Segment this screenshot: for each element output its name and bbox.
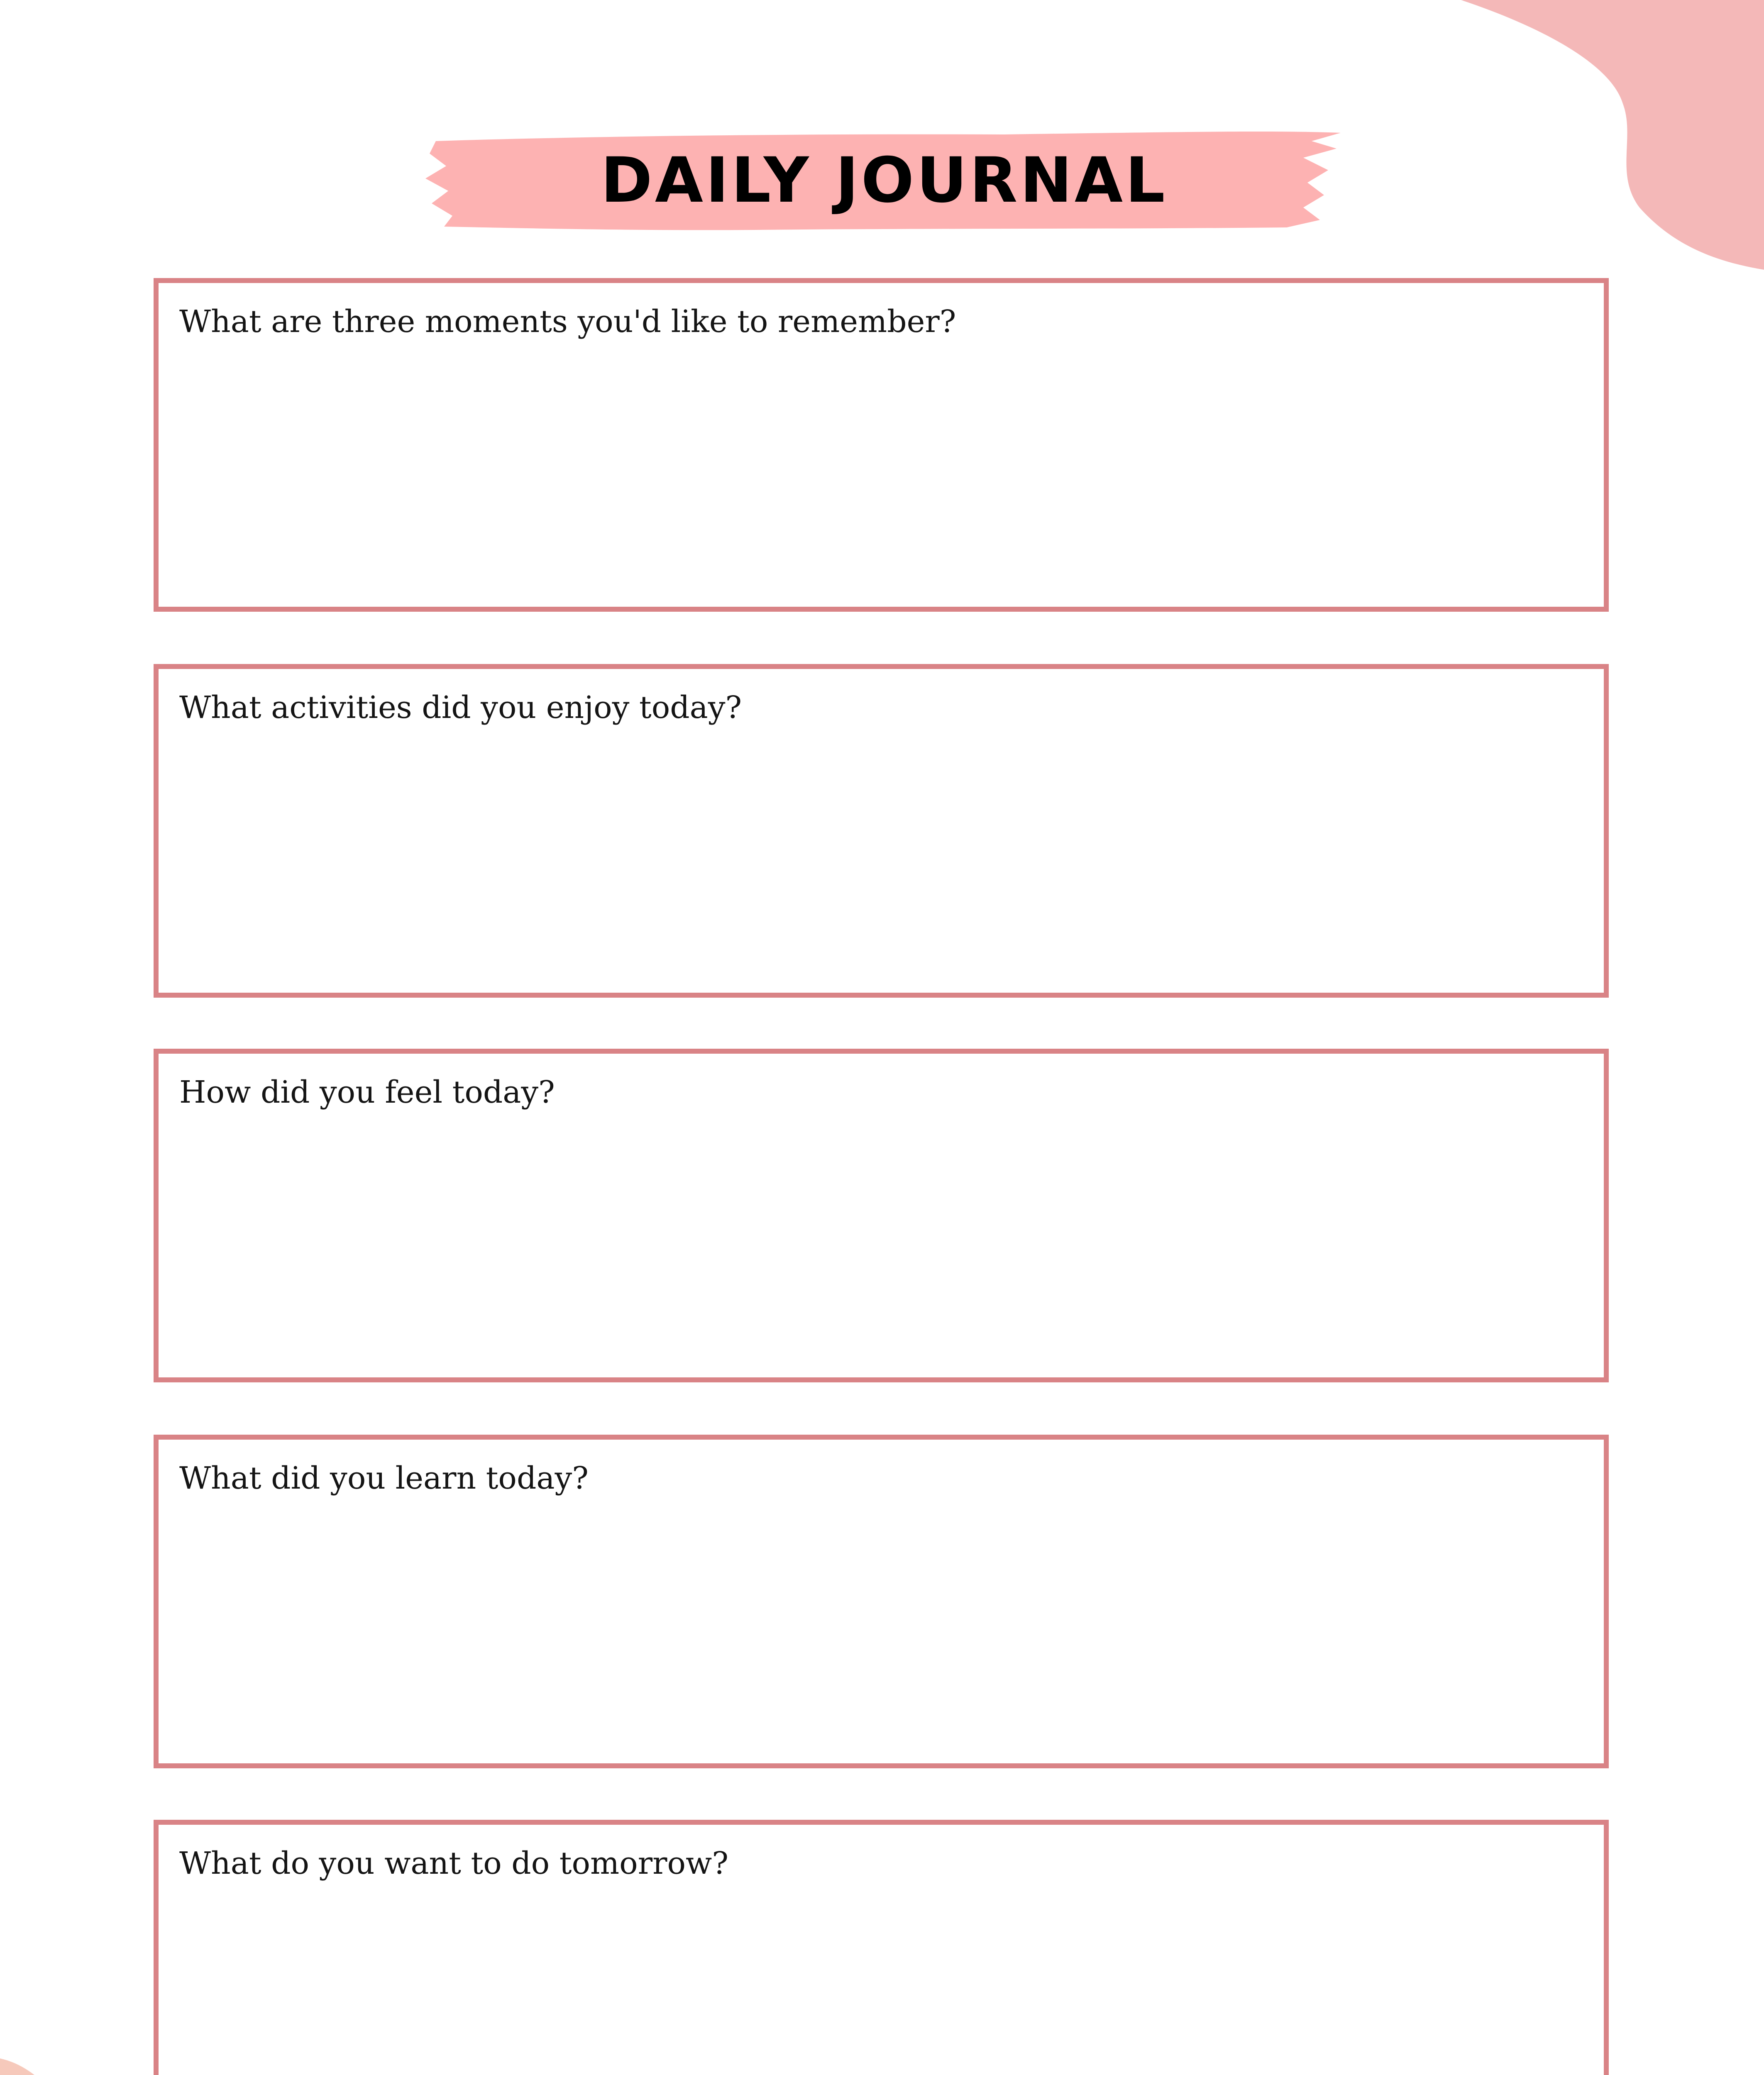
prompt-box-feelings xyxy=(154,1049,1609,1382)
answer-area[interactable] xyxy=(175,1904,1587,2075)
prompt-box-tomorrow xyxy=(154,1820,1609,2075)
page-title: DAILY JOURNAL xyxy=(601,144,1168,217)
answer-area[interactable] xyxy=(175,362,1587,590)
answer-area[interactable] xyxy=(175,748,1587,976)
prompt-box-remember xyxy=(154,278,1609,612)
prompt-label: What are three moments you'd like to remember? xyxy=(179,304,956,339)
prompt-label: What do you want to do tomorrow? xyxy=(179,1846,729,1881)
answer-area[interactable] xyxy=(175,1518,1587,1747)
title-banner xyxy=(423,124,1345,237)
prompt-label: How did you feel today? xyxy=(179,1074,555,1110)
answer-area[interactable] xyxy=(175,1133,1587,1361)
prompt-box-learned xyxy=(154,1435,1609,1768)
prompt-label: What activities did you enjoy today? xyxy=(179,690,742,725)
prompt-box-activities xyxy=(154,664,1609,998)
prompt-label: What did you learn today? xyxy=(179,1460,589,1496)
